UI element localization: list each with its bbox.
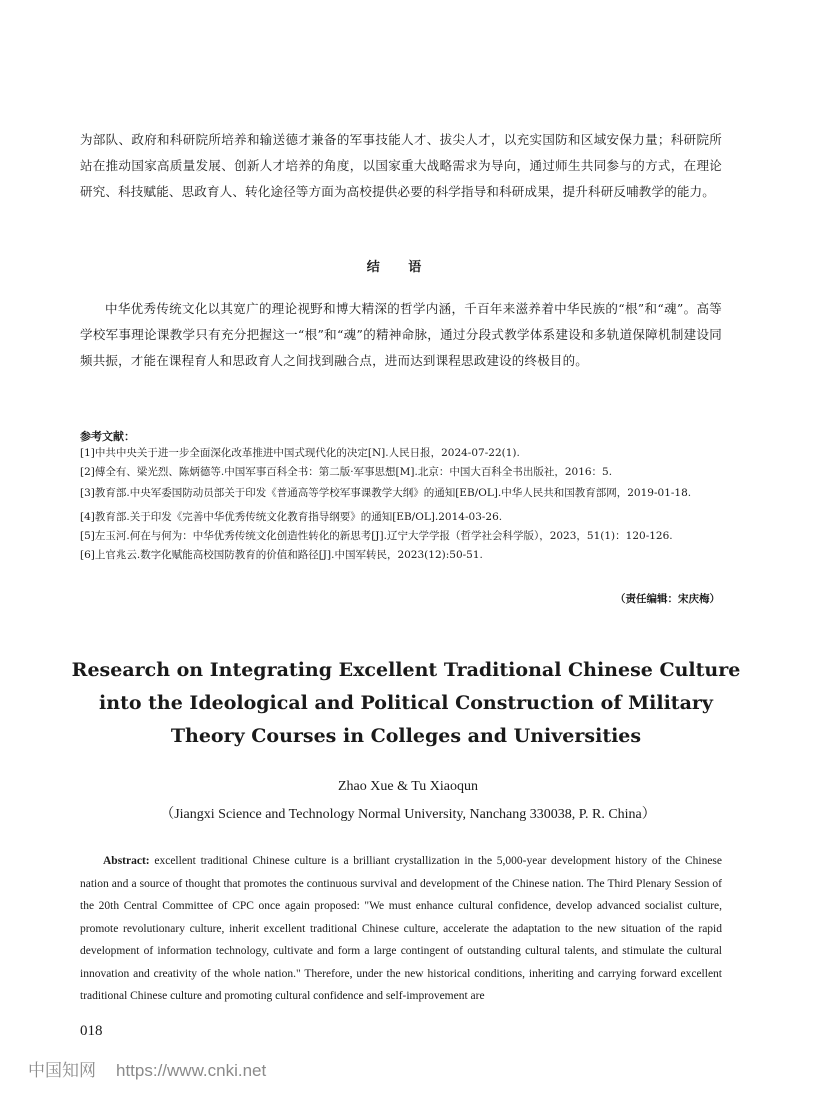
watermark-name: 中国知网 — [28, 1061, 96, 1081]
reference-item: [3]教育部.中央军委国防动员部关于印发《普通高等学校军事课教学大纲》的通知[EB/OL].中华人民共和国教育部网，2019-01-18. — [80, 487, 692, 499]
watermark-url: https://www.cnki.net — [116, 1061, 267, 1080]
page-number: 018 — [80, 1023, 103, 1039]
references-list — [80, 444, 722, 565]
affiliation: （Jiangxi Science and Technology Normal University, Nanchang 330038, P. R. China） — [160, 807, 656, 822]
reference-item: [6]上官兆云.数字化赋能高校国防教育的价值和路径[J].中国军转民，2023(12):50-51. — [80, 549, 483, 561]
references-heading: 参考文献： — [80, 430, 135, 443]
reference-item: [4]教育部.关于印发《完善中华优秀传统文化教育指导纲要》的通知[EB/OL].2014-03-26. — [80, 511, 503, 523]
authors: Zhao Xue & Tu Xiaoqun — [338, 779, 478, 794]
english-title: Research on Integrating Excellent Traditional Chinese Culture into the Ideological and Political Construction of Military Theory Courses in Colleges and Universities — [71, 659, 741, 747]
conclusion-paragraph: 中华优秀传统文化以其宽广的理论视野和博大精深的哲学内涵，千百年来滋养着中华民族的“根”和“魂”。高等学校军事理论课教学只有充分把握这一“根”和“魂”的精神命脉，通过分段式教学体系建设和多轨道保障机制建设同频共振，才能在课程育人和思政育人之间找到融合点，进而达到课程思政建设的终极目的。 — [80, 301, 722, 368]
cnki-watermark — [28, 1056, 266, 1081]
abstract-label: Abstract: — [103, 855, 150, 867]
abstract-text: excellent traditional Chinese culture is a brilliant crystallization in the 5,000-year development history of the Chinese nation and a source of thought that promotes the continuous survival and development of the Chinese nation. The Third Plenary Session of the 20th Central Committee of CPC once again proposed: "We must enhance cultural confidence, develop advanced socialist culture, promote revolutionary culture, inherit excellent traditional Chinese culture, accelerate the adaptation to the new situation of the rapid development of information technology, cultivate and form a large contingent of outstanding cultural talents, and stimulate the cultural innovation and creativity of the whole nation." Therefore, under the new historical conditions, inheriting and carrying forward excellent traditional Chinese culture and promoting cultural confidence and self-improvement are — [80, 855, 722, 1002]
reference-item: [1]中共中央关于进一步全面深化改革推进中国式现代化的决定[N].人民日报，2024-07-22(1). — [80, 447, 520, 459]
body-paragraph: 为部队、政府和科研院所培养和输送德才兼备的军事技能人才、拔尖人才，以充实国防和区域安保力量；科研院所站在推动国家高质量发展、创新人才培养的角度，以国家重大战略需求为导向，通过师生共同参与的方式，在理论研究、科技赋能、思政育人、转化途径等方面为高校提供必要的科学指导和科研成果，提升科研反哺教学的能力。 — [80, 132, 722, 199]
section-heading-conclusion: 结 语 — [366, 260, 434, 275]
english-abstract — [80, 850, 722, 1008]
reference-item: [5]左玉河.何在与何为：中华优秀传统文化创造性转化的新思考[J].辽宁大学学报（哲学社会科学版），2023，51(1)：120-126. — [80, 530, 673, 542]
reference-item: [2]傅全有、梁光烈、陈炳德等.中国军事百科全书：第二版·军事思想[M].北京：中国大百科全书出版社，2016：5. — [80, 466, 613, 478]
responsible-editor: （责任编辑：宋庆梅） — [615, 593, 720, 605]
